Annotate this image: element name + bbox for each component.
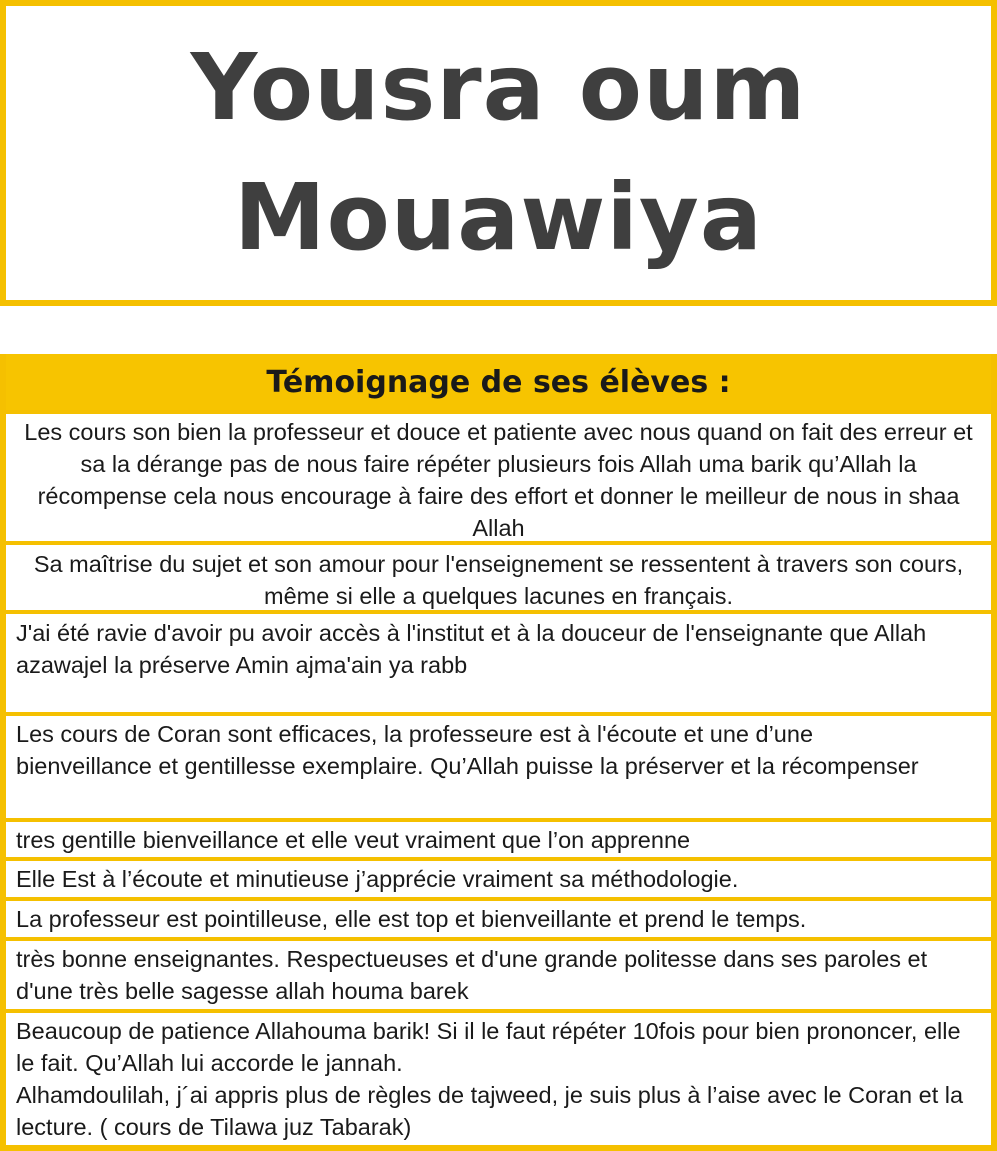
testimonial-text: Sa maîtrise du sujet et son amour pour l'enseignement se ressentent à travers son cours, même si elle a quelques lacunes en français. [33, 551, 964, 609]
testimonial-row [6, 897, 991, 937]
testimonials-table [0, 354, 997, 1151]
testimonial-text: tres gentille bienveillance et elle veut vraiment que l’on apprenne [16, 827, 691, 853]
testimonial-row [6, 818, 991, 857]
title-line-1: Yousra oum [190, 34, 807, 141]
testimonial-text: Les cours de Coran sont efficaces, la professeure est à l'écoute et une d’une bienveillance et gentillesse exemplaire. Qu’Allah puisse la préserver et la récompenser [16, 721, 919, 779]
testimonial-row [6, 610, 991, 712]
testimonial-text: Elle Est à l’écoute et minutieuse j’apprécie vraiment sa méthodologie. [16, 866, 739, 892]
section-heading: Témoignage de ses élèves : [6, 354, 991, 410]
title-line-2: Mouawiya [234, 164, 763, 271]
testimonial-row [6, 541, 991, 610]
testimonial-text: très bonne enseignantes. Respectueuses et d'une grande politesse dans ses paroles et d'une très belle sagesse allah houma barek [16, 946, 928, 1004]
testimonial-text: J'ai été ravie d'avoir pu avoir accès à l'institut et à la douceur de l'enseignante que Allah azawajel la préserve Amin ajma'ain ya rabb [16, 620, 927, 678]
testimonial-text: Beaucoup de patience Allahouma barik! Si il le faut répéter 10fois pour bien prononcer, elle le fait. Qu’Allah lui accorde le jannah. [16, 1018, 961, 1076]
testimonial-row [6, 712, 991, 818]
testimonial-row [6, 1009, 991, 1145]
title-box [0, 0, 997, 306]
testimonial-text: La professeur est pointilleuse, elle est top et bienveillante et prend le temps. [16, 906, 807, 932]
testimonial-text: Les cours son bien la professeur et douce et patiente avec nous quand on fait des erreur et sa la dérange pas de nous faire répéter plusieurs fois Allah uma barik qu’Allah la récompense cela nous encourage à faire des effort et donner le meilleur de nous in shaa Allah [24, 419, 973, 541]
testimonial-text: Alhamdoulilah, j´ai appris plus de règles de tajweed, je suis plus à l’aise avec le Coran et la lecture. ( cours de Tilawa juz Tabarak) [16, 1082, 964, 1140]
testimonial-row [6, 857, 991, 897]
testimonial-row [6, 410, 991, 541]
testimonial-row [6, 937, 991, 1009]
